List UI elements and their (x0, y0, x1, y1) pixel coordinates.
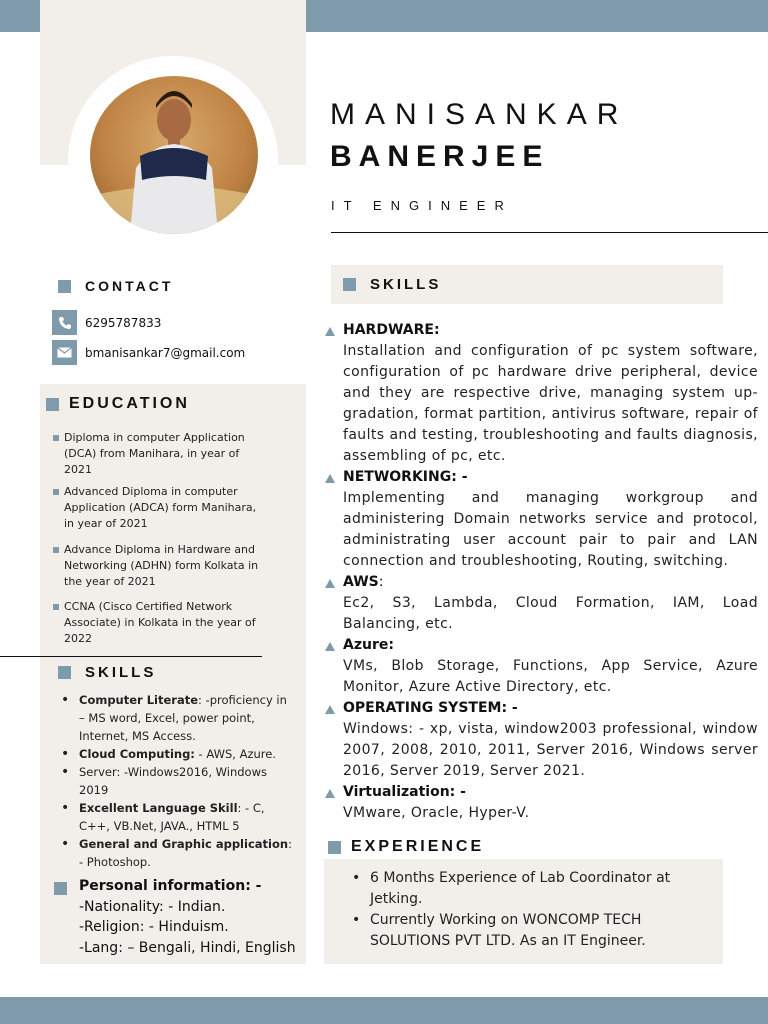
bottom-accent-band (0, 997, 768, 1024)
square-bullet-icon (58, 666, 71, 679)
profile-photo (90, 76, 258, 234)
last-name: BANERJEE (330, 140, 550, 173)
skill-virtualization: Virtualization: - VMware, Oracle, Hyper-V. (325, 782, 758, 824)
triangle-bullet-icon (325, 789, 335, 798)
list-item: • Cloud Computing: - AWS, Azure. (61, 745, 293, 763)
skill-hardware: HARDWARE: Installation and configuration of pc system software, configuration of pc hardware drive peripheral, device and they are respective drive, managing system up-gradation, format partition, antivirus software, repair of faults and testing, troubleshooting and faults diagnosis, assembling of pc, etc. (325, 320, 758, 467)
square-bullet-icon (328, 841, 341, 854)
contact-heading-text: CONTACT (85, 278, 174, 294)
bullet-icon (53, 435, 59, 441)
first-name: MANISANKAR (330, 98, 629, 131)
skills-list (325, 320, 758, 824)
personal-heading: Personal information: - (79, 878, 262, 894)
left-skills-heading (58, 664, 156, 681)
bullet-icon (53, 547, 59, 553)
email-address[interactable]: bmanisankar7@gmail.com (85, 345, 246, 360)
list-item: • Server: -Windows2016, Windows 2019 (61, 763, 293, 799)
triangle-bullet-icon (325, 579, 335, 588)
left-skills-heading-text: SKILLS (85, 664, 157, 681)
phone-icon (52, 310, 77, 335)
skill-networking: NETWORKING: - Implementing and managing workgroup and administering Domain networks service and protocol, administrating user account pair to pair and LAN connection and troubleshooting, Routing, switching. (325, 467, 758, 572)
square-bullet-icon (343, 278, 356, 291)
square-bullet-icon (46, 398, 59, 411)
religion: -Religion: - Hinduism. (79, 919, 229, 935)
personal-information (54, 876, 296, 958)
skill-aws: AWS: Ec2, S3, Lambda, Cloud Formation, IAM, Load Balancing, etc. (325, 572, 758, 635)
list-item: • Excellent Language Skill: - C, C++, VB.Net, JAVA., HTML 5 (61, 799, 293, 835)
title-divider (331, 232, 768, 233)
education-heading (46, 395, 190, 413)
education-heading-text: EDUCATION (69, 395, 190, 412)
triangle-bullet-icon (325, 327, 335, 336)
education-item: CCNA (Cisco Certified Network Associate) in Kolkata in the year of 2022 (53, 599, 263, 647)
education-divider (0, 656, 262, 657)
contact-heading (58, 278, 173, 294)
left-skills-list (61, 691, 293, 871)
education-item: Advance Diploma in Hardware and Networking (ADHN) form Kolkata in the year of 2021 (53, 542, 263, 590)
bullet-icon (53, 489, 59, 495)
skill-azure: Azure: VMs, Blob Storage, Functions, App Service, Azure Monitor, Azure Active Directory, etc. (325, 635, 758, 698)
square-bullet-icon (54, 882, 67, 895)
bullet-icon (53, 604, 59, 610)
education-item: Advanced Diploma in computer Application (ADCA) form Manihara, in year of 2021 (53, 484, 263, 532)
list-item: • Currently Working on WONCOMP TECH SOLUTIONS PVT LTD. As an IT Engineer. (352, 910, 712, 952)
list-item: • 6 Months Experience of Lab Coordinator at Jetking. (352, 868, 712, 910)
languages: -Lang: – Bengali, Hindi, English (79, 939, 296, 956)
experience-list (352, 868, 712, 952)
mail-icon (52, 340, 77, 365)
nationality: -Nationality: - Indian. (79, 898, 226, 915)
triangle-bullet-icon (325, 474, 335, 483)
list-item: • General and Graphic application: - Photoshop. (61, 835, 293, 871)
skills-heading-text: SKILLS (370, 276, 442, 293)
triangle-bullet-icon (325, 705, 335, 714)
contact-email-row (52, 340, 245, 365)
experience-heading (328, 838, 484, 856)
square-bullet-icon (58, 280, 71, 293)
skills-heading (331, 265, 723, 304)
triangle-bullet-icon (325, 642, 335, 651)
education-item: Diploma in computer Application (DCA) from Manihara, in year of 2021 (53, 430, 263, 478)
experience-heading-text: EXPERIENCE (351, 838, 485, 855)
phone-number[interactable]: 6295787833 (85, 315, 162, 330)
list-item: • Computer Literate: -proficiency in – MS word, Excel, power point, Internet, MS Access. (61, 691, 293, 745)
job-title: IT ENGINEER (331, 198, 513, 213)
skill-operating-system: OPERATING SYSTEM: - Windows: - xp, vista, window2003 professional, window 2007, 2008, 2010, 2011, Server 2016, Windows server 2016, Server 2019, Server 2021. (325, 698, 758, 782)
contact-phone-row (52, 310, 161, 335)
